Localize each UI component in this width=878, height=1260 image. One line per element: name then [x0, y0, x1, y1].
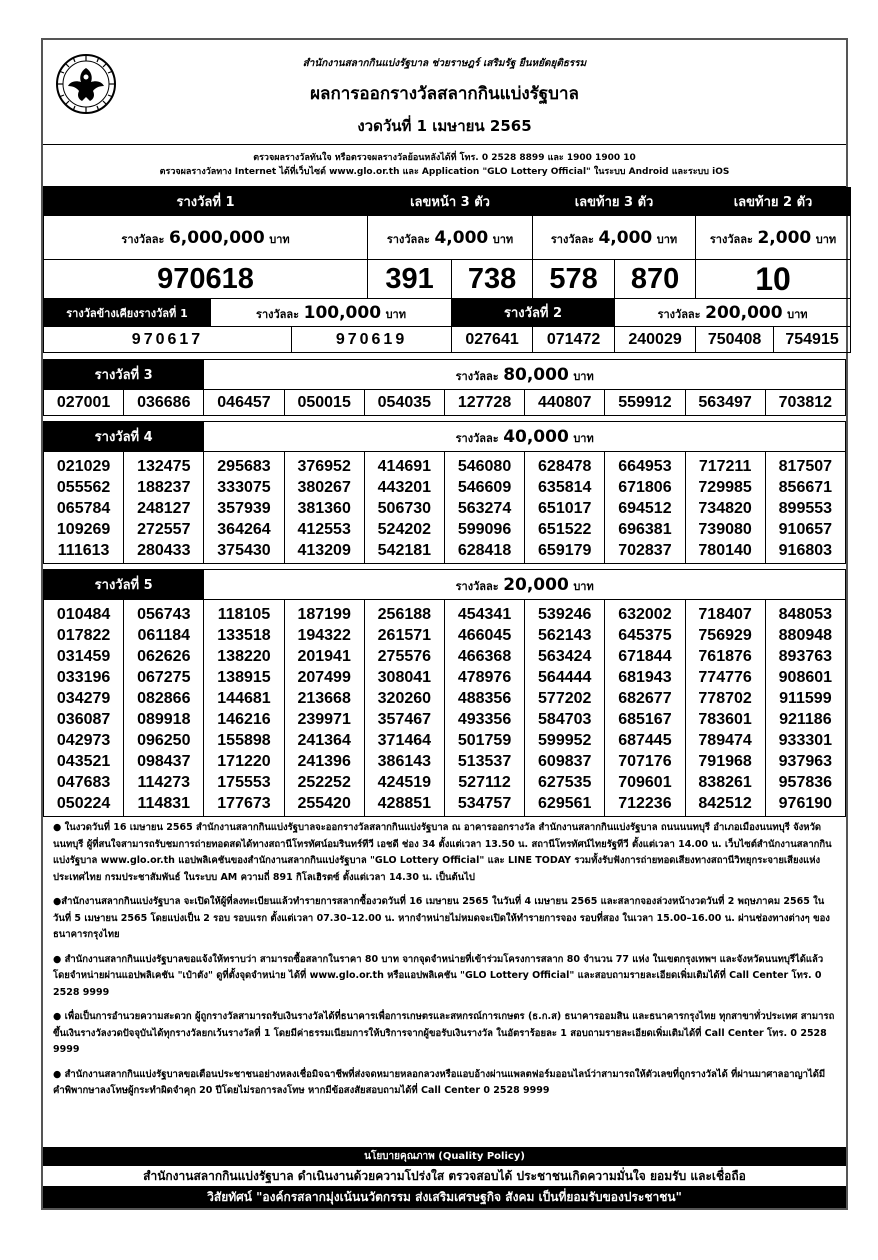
second-prize-number: 754915: [774, 327, 851, 353]
fifth-prize-number: 082866: [124, 688, 204, 709]
fifth-prize-number: 213668: [284, 688, 364, 709]
fifth-prize-number: 371464: [364, 730, 444, 751]
fourth-prize-number: 856671: [765, 477, 845, 498]
fifth-prize-number: 036087: [44, 709, 124, 730]
fourth-prize-number: 651522: [525, 519, 605, 540]
near-first-heading: รางวัลข้างเคียงรางวัลที่ 1: [44, 299, 211, 327]
fourth-prize-number: 780140: [685, 540, 765, 564]
fifth-prize-number: 241396: [284, 751, 364, 772]
third-prize-number: 046457: [204, 390, 284, 416]
fourth-prize-number: 414691: [364, 452, 444, 478]
third-prize-number: 127728: [444, 390, 524, 416]
fifth-prize-number: 031459: [44, 646, 124, 667]
fourth-prize-table: [43, 421, 846, 564]
fourth-prize-number: 546609: [444, 477, 524, 498]
near-first-amount: รางวัลละ 100,000 บาท: [211, 299, 452, 327]
fifth-prize-number: 187199: [284, 600, 364, 626]
fourth-prize-number: 729985: [685, 477, 765, 498]
fifth-prize-number: 513537: [444, 751, 524, 772]
third-prize-number: 703812: [765, 390, 845, 416]
fifth-prize-number: 239971: [284, 709, 364, 730]
front3-heading: เลขหน้า 3 ตัว: [368, 188, 533, 216]
fifth-prize-number: 718407: [685, 600, 765, 626]
second-prize-heading: รางวัลที่ 2: [452, 299, 615, 327]
fifth-prize-number: 709601: [605, 772, 685, 793]
fifth-prize-number: 428851: [364, 793, 444, 817]
fourth-prize-number: 506730: [364, 498, 444, 519]
fifth-prize-number: 488356: [444, 688, 524, 709]
table-row: [44, 709, 846, 730]
table-row: [44, 667, 846, 688]
fifth-prize-number: 838261: [685, 772, 765, 793]
top-prizes-table: [43, 187, 851, 353]
fifth-prize-number: 976190: [765, 793, 845, 817]
table-row: [44, 772, 846, 793]
agency-slogan: สำนักงานสลากกินแบ่งรัฐบาล ช่วยราษฎร์ เสริมรัฐ ยืนหยัดยุติธรรม: [302, 58, 587, 69]
fifth-prize-number: 089918: [124, 709, 204, 730]
fourth-prize-number: 546080: [444, 452, 524, 478]
fourth-prize-number: 628478: [525, 452, 605, 478]
table-row: [44, 646, 846, 667]
fifth-prize-number: 050224: [44, 793, 124, 817]
fifth-prize-number: 252252: [284, 772, 364, 793]
fourth-prize-number: 739080: [685, 519, 765, 540]
last3-number: 578: [533, 260, 615, 299]
third-prize-number: 054035: [364, 390, 444, 416]
last3-number: 870: [615, 260, 696, 299]
vision-statement: วิสัยทัศน์ "องค์กรสลากมุ่งเน้นนวัตกรรม ส่งเสริมเศรษฐกิจ สังคม เป็นที่ยอมรับของประชาชน": [43, 1186, 846, 1208]
fifth-prize-number: 493356: [444, 709, 524, 730]
fourth-prize-number: 248127: [124, 498, 204, 519]
fifth-prize-number: 118105: [204, 600, 284, 626]
fifth-prize-number: 061184: [124, 625, 204, 646]
policy-statement: สำนักงานสลากกินแบ่งรัฐบาล ดำเนินงานด้วยความโปร่งใส ตรวจสอบได้ ประชาชนเกิดความมั่นใจ ยอมรับ และเชื่อถือ: [43, 1165, 846, 1186]
fifth-prize-heading: รางวัลที่ 5: [44, 570, 204, 600]
fifth-prize-number: 255420: [284, 793, 364, 817]
fifth-prize-number: 789474: [685, 730, 765, 751]
fourth-prize-number: 375430: [204, 540, 284, 564]
fifth-prize-number: 386143: [364, 751, 444, 772]
table-row: [44, 600, 846, 626]
fifth-prize-number: 756929: [685, 625, 765, 646]
fourth-prize-number: 357939: [204, 498, 284, 519]
fifth-prize-number: 114831: [124, 793, 204, 817]
fourth-prize-number: 443201: [364, 477, 444, 498]
second-prize-number: 240029: [615, 327, 696, 353]
fourth-prize-number: 381360: [284, 498, 364, 519]
last2-heading: เลขท้าย 2 ตัว: [696, 188, 851, 216]
fifth-prize-number: 017822: [44, 625, 124, 646]
fifth-prize-number: 957836: [765, 772, 845, 793]
first-prize-number: 970618: [44, 260, 368, 299]
fifth-prize-number: 911599: [765, 688, 845, 709]
fifth-prize-number: 848053: [765, 600, 845, 626]
fourth-prize-heading: รางวัลที่ 4: [44, 422, 204, 452]
third-prize-number: 036686: [124, 390, 204, 416]
fourth-prize-number: 272557: [124, 519, 204, 540]
fifth-prize-number: 712236: [605, 793, 685, 817]
fifth-prize-number: 629561: [525, 793, 605, 817]
fifth-prize-number: 155898: [204, 730, 284, 751]
third-prize-number: 559912: [605, 390, 685, 416]
fourth-prize-number: 635814: [525, 477, 605, 498]
fifth-prize-number: 908601: [765, 667, 845, 688]
fifth-prize-number: 275576: [364, 646, 444, 667]
result-check-info: [43, 145, 846, 187]
fifth-prize-number: 671844: [605, 646, 685, 667]
last2-number: 10: [696, 260, 851, 299]
fifth-prize-number: 010484: [44, 600, 124, 626]
fifth-prize-number: 241364: [284, 730, 364, 751]
fifth-prize-number: 880948: [765, 625, 845, 646]
table-row: [44, 452, 846, 478]
fifth-prize-number: 096250: [124, 730, 204, 751]
fifth-prize-number: 584703: [525, 709, 605, 730]
draw-date: งวดวันที่ 1 เมษายน 2565: [357, 117, 532, 135]
fourth-prize-number: 021029: [44, 452, 124, 478]
fifth-prize-number: 256188: [364, 600, 444, 626]
fifth-prize-number: 033196: [44, 667, 124, 688]
fourth-prize-number: 524202: [364, 519, 444, 540]
fifth-prize-number: 133518: [204, 625, 284, 646]
fourth-prize-number: 696381: [605, 519, 685, 540]
fifth-prize-number: 466045: [444, 625, 524, 646]
first-prize-amount: รางวัลละ 6,000,000 บาท: [44, 216, 368, 260]
fifth-prize-number: 645375: [605, 625, 685, 646]
fourth-prize-number: 659179: [525, 540, 605, 564]
fifth-prize-number: 599952: [525, 730, 605, 751]
third-prize-heading: รางวัลที่ 3: [44, 360, 204, 390]
fifth-prize-number: 207499: [284, 667, 364, 688]
announcement-bank-claim: ● เพื่อเป็นการอำนวยความสะดวก ผู้ถูกรางวัลสามารถรับเงินรางวัลได้ที่ธนาคารเพื่อการเกษตรและสหกรณ์การเกษตร (ธ.ก.ส) ธนาคารออมสิน และธนาคารกรุงไทย ทุกสาขาทั่วประเทศ สามารถขึ้นเงินรางวัลงวดปัจจุบันได้ทุกรางวัลยกเว้นรางวัลที่ 1 โดยมีค่าธรรมเนียมการให้บริการจากผู้ขอรับเงินรางวัล ในอัตราร้อยละ 1 สอบถามรายละเอียดเพิ่มเติมได้ที่ Call Center โทร. 0 2528 9999: [53, 1011, 835, 1055]
third-prize-number: 027001: [44, 390, 124, 416]
front3-amount: รางวัลละ 4,000 บาท: [368, 216, 533, 260]
third-prize-number: 563497: [685, 390, 765, 416]
announcement-booking: ●สำนักงานสลากกินแบ่งรัฐบาล จะเปิดให้ผู้ที่ลงทะเบียนแล้วทำรายการสลากซื้องวดวันที่ 16 เมษายน 2565 ในวันที่ 4 เมษายน 2565 และสลากจองล่วงหน้างวดวันที่ 2 พฤษภาคม 2565 ในวันที่ 5 เมษายน 2565 โดยแบ่งเป็น 2 รอบ รอบแรก ตั้งแต่เวลา 07.30–12.00 น. หากจำหน่ายไม่หมดจะเปิดให้ทำรายการจอง รอบที่สอง ในเวลา 15.00–16.00 น. ผ่านช่องทางต่างๆ ของธนาคารกรุงไทย: [53, 896, 830, 940]
fourth-prize-number: 188237: [124, 477, 204, 498]
third-prize-number: 050015: [284, 390, 364, 416]
second-prize-number: 071472: [533, 327, 615, 353]
fourth-prize-number: 109269: [44, 519, 124, 540]
table-row: [44, 688, 846, 709]
fifth-prize-number: 062626: [124, 646, 204, 667]
announcement-lottery80: ● สำนักงานสลากกินแบ่งรัฐบาลขอแจ้งให้ทราบว่า สามารถซื้อสลากในราคา 80 บาท จากจุดจำหน่ายที่เข้าร่วมโครงการสลาก 80 จำนวน 77 แห่ง ในเขตกรุงเทพฯ และจังหวัดนนทบุรีได้แล้ว โดยจำหน่ายผ่านแอปพลิเคชัน "เป๋าตัง" ดูที่ตั้งจุดจำหน่าย ได้ที่ www.glo.or.th หรือแอปพลิเคชัน "GLO Lottery Official" และสอบถามรายละเอียดเพิ่มเติมได้ที่ Call Center โทร. 0 2528 9999: [53, 953, 824, 998]
fifth-prize-number: 527112: [444, 772, 524, 793]
fourth-prize-number: 413209: [284, 540, 364, 564]
fifth-prize-number: 783601: [685, 709, 765, 730]
fifth-prize-number: 042973: [44, 730, 124, 751]
fifth-prize-number: 778702: [685, 688, 765, 709]
front3-number: 738: [452, 260, 533, 299]
third-prize-amount: รางวัลละ 80,000 บาท: [204, 360, 846, 390]
table-row: [44, 540, 846, 564]
first-prize-heading: รางวัลที่ 1: [44, 188, 368, 216]
fifth-prize-number: 478976: [444, 667, 524, 688]
fifth-prize-number: 144681: [204, 688, 284, 709]
fourth-prize-number: 628418: [444, 540, 524, 564]
announcement-fraud-warning: ● สำนักงานสลากกินแบ่งรัฐบาลขอเตือนประชาชนอย่างหลงเชื่อมิจฉาชีพที่ส่งจดหมายหลอกลวงหรือแอบอ้างผ่านแพลตฟอร์มออนไลน์ว่าสามารถให้ตัวเลขที่ถูกรางวัลได้ ที่ผ่านมาศาลอาญาได้มีคำพิพากษาลงโทษผู้กระทำผิดจำคุก 20 ปีโดยไม่รอการลงโทษ หากมีข้อสงสัยสอบถามได้ที่ Call Center 0 2528 9999: [53, 1068, 826, 1096]
quality-policy: [43, 1147, 846, 1208]
fifth-prize-amount: รางวัลละ 20,000 บาท: [204, 570, 846, 600]
fifth-prize-number: 043521: [44, 751, 124, 772]
fifth-prize-number: 842512: [685, 793, 765, 817]
last3-heading: เลขท้าย 3 ตัว: [533, 188, 696, 216]
fourth-prize-number: 599096: [444, 519, 524, 540]
second-prize-number: 027641: [452, 327, 533, 353]
fifth-prize-number: 424519: [364, 772, 444, 793]
fifth-prize-number: 175553: [204, 772, 284, 793]
fifth-prize-number: 707176: [605, 751, 685, 772]
fifth-prize-number: 114273: [124, 772, 204, 793]
fifth-prize-number: 893763: [765, 646, 845, 667]
fifth-prize-number: 761876: [685, 646, 765, 667]
fourth-prize-number: 333075: [204, 477, 284, 498]
fifth-prize-number: 562143: [525, 625, 605, 646]
policy-heading: นโยบายคุณภาพ (Quality Policy): [43, 1147, 846, 1165]
fifth-prize-number: 056743: [124, 600, 204, 626]
fifth-prize-number: 791968: [685, 751, 765, 772]
announcements: [43, 817, 846, 1100]
fifth-prize-number: 177673: [204, 793, 284, 817]
lottery-result-sheet: [41, 38, 848, 1210]
fifth-prize-number: 609837: [525, 751, 605, 772]
page-title: ผลการออกรางวัลสลากกินแบ่งรัฐบาล: [310, 84, 579, 104]
fifth-prize-number: 563424: [525, 646, 605, 667]
front3-number: 391: [368, 260, 452, 299]
fifth-prize-number: 681943: [605, 667, 685, 688]
fourth-prize-number: 364264: [204, 519, 284, 540]
fourth-prize-number: 734820: [685, 498, 765, 519]
fifth-prize-number: 632002: [605, 600, 685, 626]
fourth-prize-number: 542181: [364, 540, 444, 564]
fifth-prize-number: 774776: [685, 667, 765, 688]
third-prize-number: 440807: [525, 390, 605, 416]
fourth-prize-number: 412553: [284, 519, 364, 540]
last3-amount: รางวัลละ 4,000 บาท: [533, 216, 696, 260]
fourth-prize-number: 295683: [204, 452, 284, 478]
table-row: [44, 793, 846, 817]
fourth-prize-number: 910657: [765, 519, 845, 540]
phone-check-line: ตรวจผลรางวัลทันใจ หรือตรวจผลรางวัลย้อนหลังได้ที่ โทร. 0 2528 8899 และ 1900 1900 10: [253, 153, 636, 163]
fourth-prize-amount: รางวัลละ 40,000 บาท: [204, 422, 846, 452]
fifth-prize-number: 577202: [525, 688, 605, 709]
third-prize-table: [43, 359, 846, 416]
internet-check-line: ตรวจผลรางวัลทาง Internet ได้ที่เว็บไซต์ www.glo.or.th และ Application "GLO Lottery Official" ในระบบ Android และระบบ iOS: [159, 167, 730, 177]
fourth-prize-number: 280433: [124, 540, 204, 564]
fifth-prize-number: 146216: [204, 709, 284, 730]
fourth-prize-number: 702837: [605, 540, 685, 564]
fifth-prize-number: 466368: [444, 646, 524, 667]
second-prize-number: 750408: [696, 327, 774, 353]
fourth-prize-number: 817507: [765, 452, 845, 478]
fourth-prize-number: 065784: [44, 498, 124, 519]
table-row: [44, 477, 846, 498]
fifth-prize-number: 171220: [204, 751, 284, 772]
fifth-prize-number: 320260: [364, 688, 444, 709]
fifth-prize-number: 067275: [124, 667, 204, 688]
fourth-prize-number: 111613: [44, 540, 124, 564]
fifth-prize-number: 687445: [605, 730, 685, 751]
fifth-prize-number: 685167: [605, 709, 685, 730]
fifth-prize-number: 937963: [765, 751, 845, 772]
fifth-prize-number: 194322: [284, 625, 364, 646]
fourth-prize-number: 055562: [44, 477, 124, 498]
fifth-prize-number: 201941: [284, 646, 364, 667]
fourth-prize-number: 380267: [284, 477, 364, 498]
fifth-prize-number: 921186: [765, 709, 845, 730]
fourth-prize-number: 694512: [605, 498, 685, 519]
fifth-prize-number: 539246: [525, 600, 605, 626]
fourth-prize-number: 899553: [765, 498, 845, 519]
fifth-prize-number: 501759: [444, 730, 524, 751]
fifth-prize-number: 627535: [525, 772, 605, 793]
table-row: [44, 751, 846, 772]
fourth-prize-number: 717211: [685, 452, 765, 478]
fourth-prize-number: 132475: [124, 452, 204, 478]
fourth-prize-number: 916803: [765, 540, 845, 564]
fifth-prize-number: 034279: [44, 688, 124, 709]
fourth-prize-number: 563274: [444, 498, 524, 519]
fifth-prize-number: 357467: [364, 709, 444, 730]
announcement-broadcast: ● ในงวดวันที่ 16 เมษายน 2565 สำนักงานสลากกินแบ่งรัฐบาลจะออกรางวัลสลากกินแบ่งรัฐบาล ณ อาคารออกรางวัล สำนักงานสลากกินแบ่งรัฐบาล ถนนนนทบุรี อำเภอเมืองนนทบุรี จังหวัดนนทบุรี ผู้ที่สนใจสามารถรับชมการถ่ายทอดสดได้ทางสถานีโทรทัศน์อมรินทร์ทีวี เอชดี ช่อง 34 ตั้งแต่เวลา 13.50 น. สถานีโทรทัศน์ไทยรัฐทีวี ตั้งแต่เวลา 14.00 น. เว็บไซต์สำนักงานสลากกินแบ่งรัฐบาล www.glo.or.th แอปพลิเคชันของสำนักงานสลากกินแบ่งรัฐบาล "GLO Lottery Official" และ LINE TODAY รวมทั้งรับฟังการถ่ายทอดเสียงทางสถานีวิทยุกระจายเสียงแห่งประเทศไทย กรมประชาสัมพันธ์ ในระบบ AM ความถี่ 891 กิโลเฮิรตซ์ ตั้งแต่เวลา 14.30 น. เป็นต้นไป: [53, 822, 832, 883]
fifth-prize-number: 308041: [364, 667, 444, 688]
fourth-prize-number: 664953: [605, 452, 685, 478]
fifth-prize-number: 261571: [364, 625, 444, 646]
fifth-prize-number: 047683: [44, 772, 124, 793]
fifth-prize-number: 682677: [605, 688, 685, 709]
fourth-prize-number: 376952: [284, 452, 364, 478]
fifth-prize-number: 933301: [765, 730, 845, 751]
table-row: [44, 498, 846, 519]
fourth-prize-number: 671806: [605, 477, 685, 498]
fifth-prize-number: 534757: [444, 793, 524, 817]
table-row: [44, 519, 846, 540]
table-row: [44, 730, 846, 751]
fifth-prize-number: 138915: [204, 667, 284, 688]
header: [43, 40, 846, 145]
fifth-prize-table: [43, 569, 846, 817]
fifth-prize-number: 564444: [525, 667, 605, 688]
near-first-number: 970617: [44, 327, 292, 353]
fifth-prize-number: 454341: [444, 600, 524, 626]
near-first-number: 970619: [292, 327, 452, 353]
fifth-prize-number: 138220: [204, 646, 284, 667]
last2-amount: รางวัลละ 2,000 บาท: [696, 216, 851, 260]
table-row: [44, 625, 846, 646]
fourth-prize-number: 651017: [525, 498, 605, 519]
second-prize-amount: รางวัลละ 200,000 บาท: [615, 299, 851, 327]
fifth-prize-number: 098437: [124, 751, 204, 772]
